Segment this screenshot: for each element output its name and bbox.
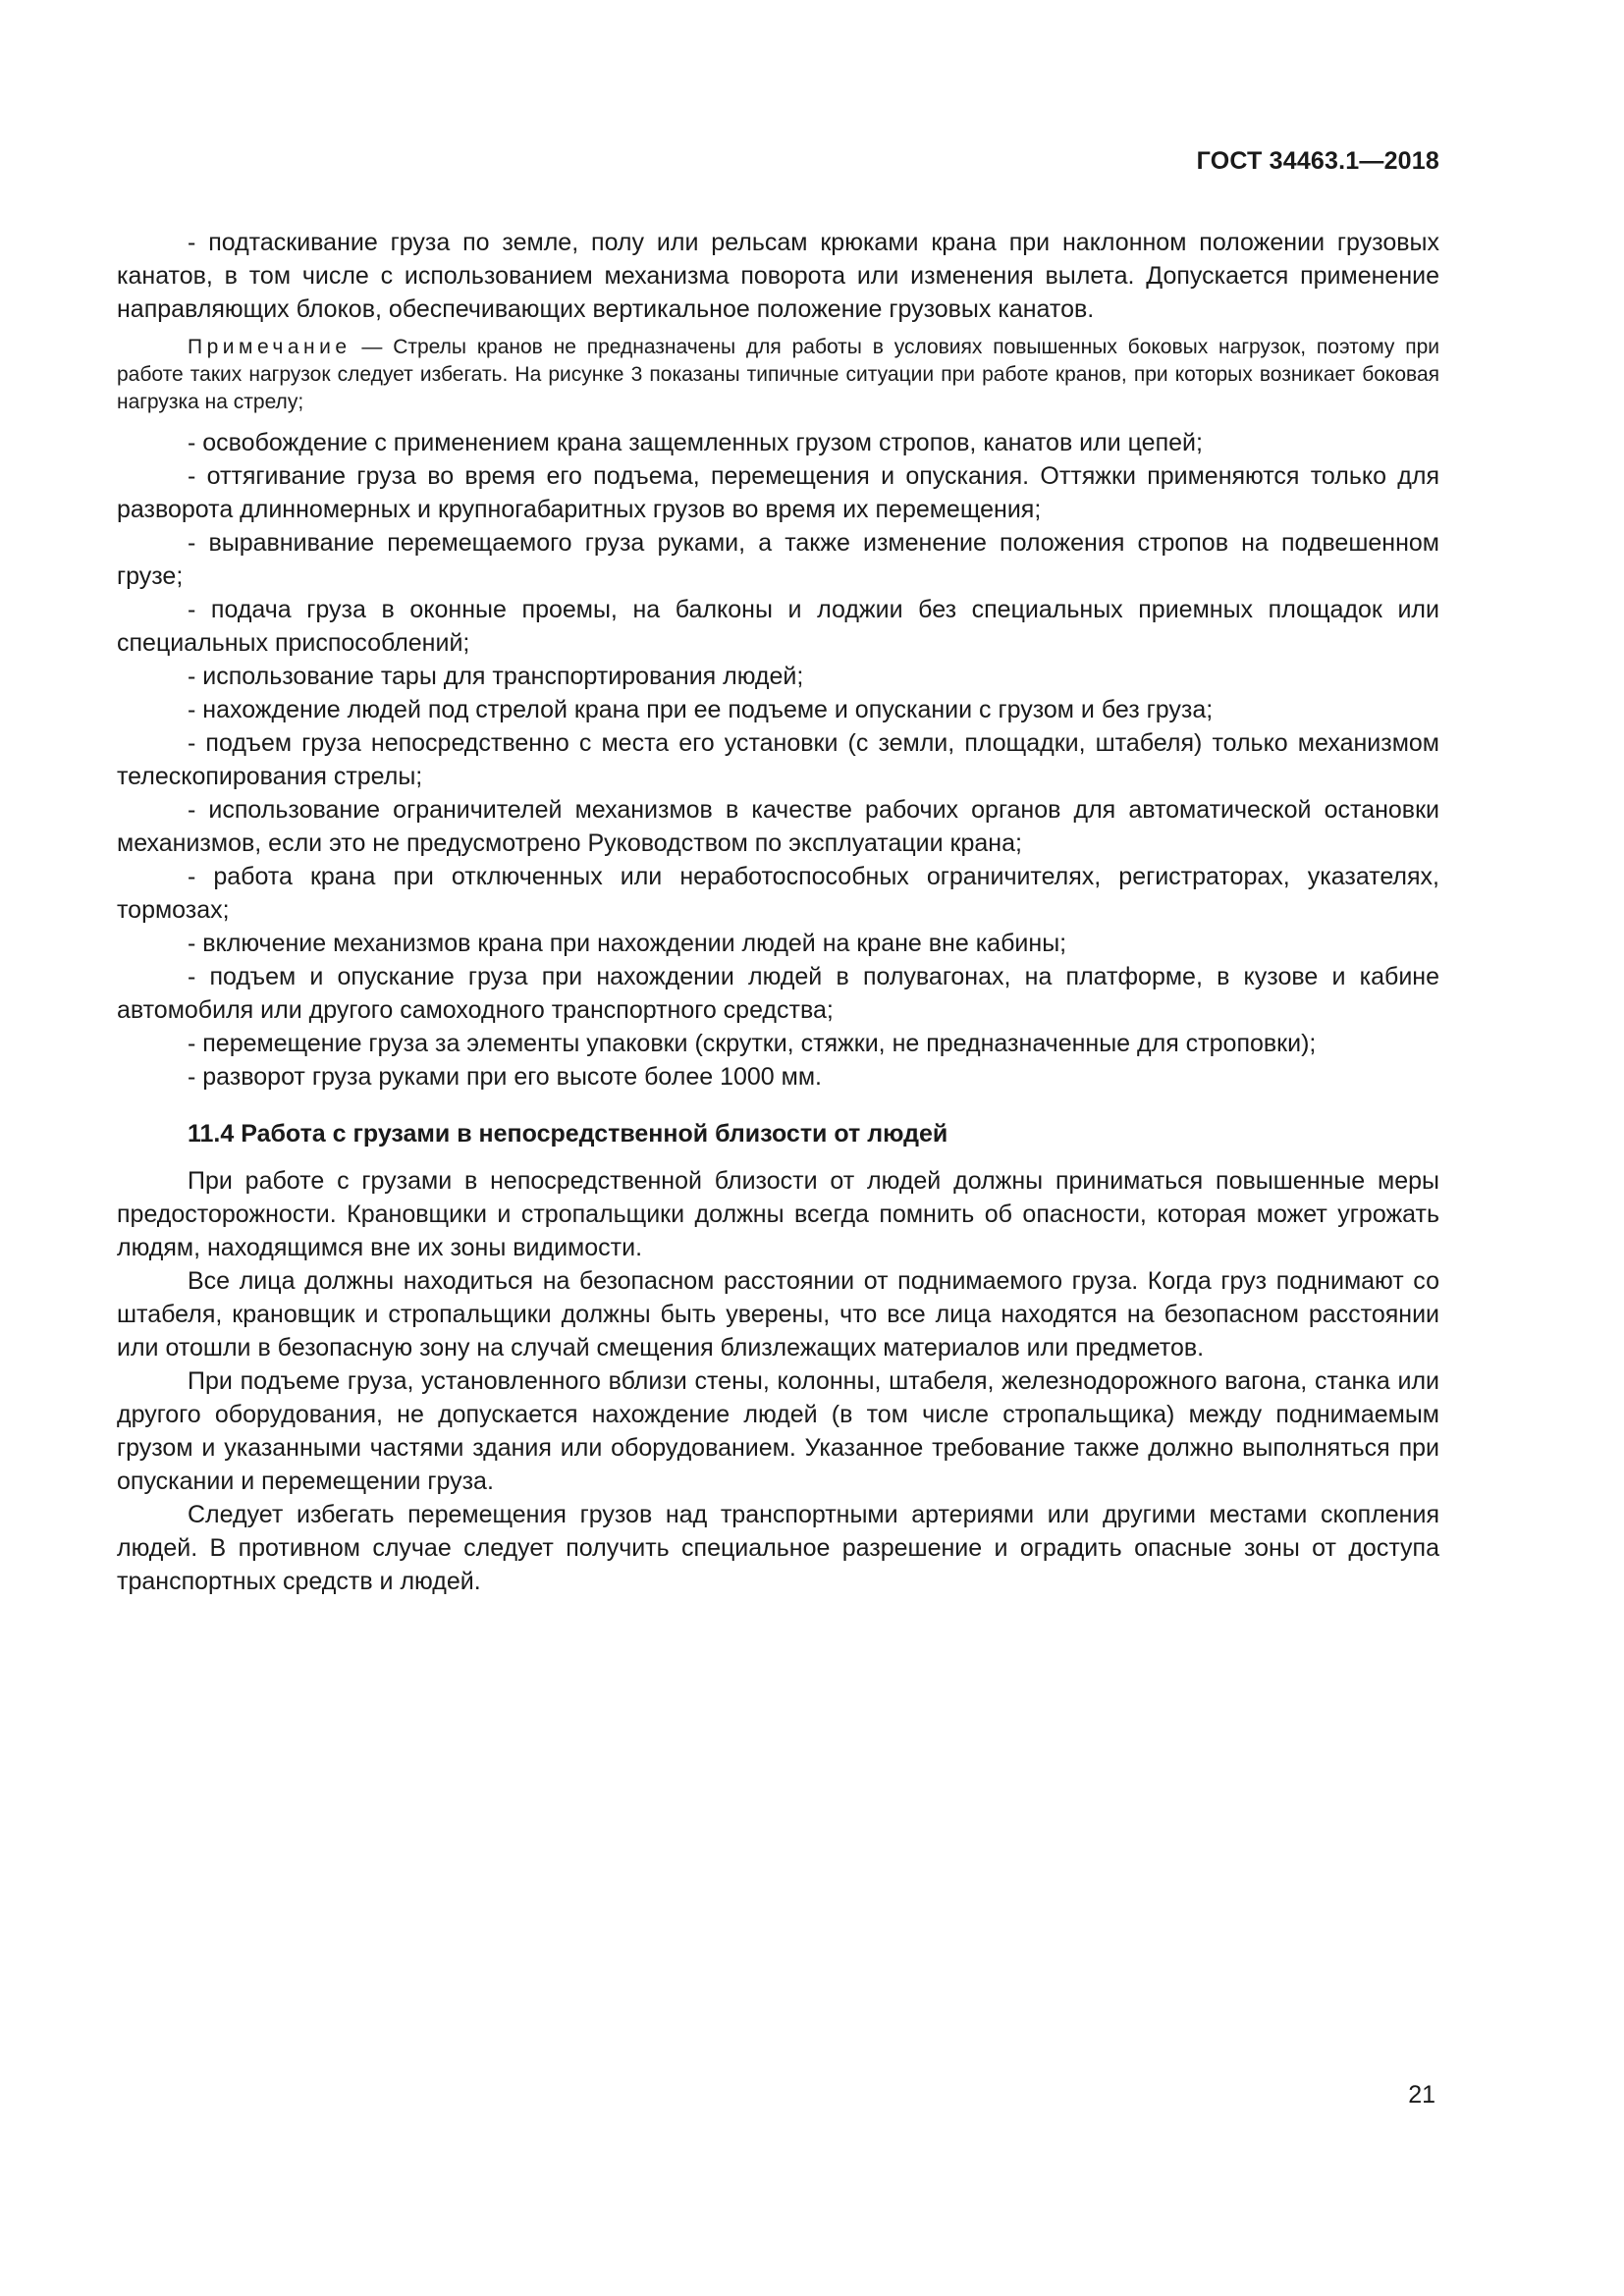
list-item: - подъем груза непосредственно с места его установки (с земли, площадки, штабеля) только механизмом телескопирования стрелы; — [117, 729, 1439, 790]
list-item: - выравнивание перемещаемого груза руками, а также изменение положения стропов на подвешенном грузе; — [117, 529, 1439, 590]
section-paragraph: Следует избегать перемещения грузов над транспортными артериями или другими местами скопления людей. В противном случае следует получить специальное разрешение и оградить опасные зоны от доступа транспортных средств и людей. — [117, 1501, 1439, 1595]
list-item: - оттягивание груза во время его подъема, перемещения и опускания. Оттяжки применяются только для разворота длинномерных и крупногабаритных грузов во время их перемещения; — [117, 462, 1439, 523]
note-paragraph — [117, 334, 1439, 416]
list-item: - подача груза в оконные проемы, на балконы и лоджии без специальных приемных площадок или специальных приспособлений; — [117, 596, 1439, 657]
section-paragraph: При подъеме груза, установленного вблизи стены, колонны, штабеля, железнодорожного вагона, станка или другого оборудования, не допускается нахождение людей (в том числе стропальщика) между поднимаемым грузом и указанными частями здания или оборудованием. Указанное требование также должно выполняться при опускании и перемещении груза. — [117, 1367, 1439, 1495]
section-paragraph: При работе с грузами в непосредственной близости от людей должны приниматься повышенные меры предосторожности. Крановщики и стропальщики должны всегда помнить об опасности, которая может угрожать людям, находящимся вне их зоны видимости. — [117, 1167, 1439, 1261]
page-number: 21 — [1408, 2081, 1435, 2109]
list-item: - подъем и опускание груза при нахождении людей в полувагонах, на платформе, в кузове и кабине автомобиля или другого самоходного транспортного средства; — [117, 963, 1439, 1024]
list-item: - использование ограничителей механизмов в качестве рабочих органов для автоматической остановки механизмов, если это не предусмотрено Руководством по эксплуатации крана; — [117, 796, 1439, 857]
list-item: - работа крана при отключенных или неработоспособных ограничителях, регистраторах, указателях, тормозах; — [117, 863, 1439, 924]
list-item: - использование тары для транспортирования людей; — [188, 663, 804, 690]
section-paragraph: Все лица должны находиться на безопасном расстоянии от поднимаемого груза. Когда груз поднимают со штабеля, крановщик и стропальщики должны быть уверены, что все лица находятся на безопасном расстоянии или отошли в безопасную зону на случай смещения близлежащих материалов или предметов. — [117, 1267, 1439, 1362]
note-label: Примечание — [188, 336, 352, 358]
document-code-header: ГОСТ 34463.1—2018 — [1196, 147, 1439, 175]
section-heading: 11.4 Работа с грузами в непосредственной близости от людей — [188, 1120, 948, 1148]
note-text: — Стрелы кранов не предназначены для работы в условиях повышенных боковых нагрузок, поэтому при работе таких нагрузок следует избегать. На рисунке 3 показаны типичные ситуации при работе кранов, при которых возникает боковая нагрузка на стрелу; — [117, 336, 1439, 413]
list-item: - нахождение людей под стрелой крана при ее подъеме и опускании с грузом и без груза; — [188, 696, 1214, 723]
list-item: - освобождение с применением крана защемленных грузом стропов, канатов или цепей; — [188, 429, 1203, 456]
list-item: - перемещение груза за элементы упаковки (скрутки, стяжки, не предназначенные для строповки); — [188, 1030, 1317, 1057]
list-item: - включение механизмов крана при нахождении людей на кране вне кабины; — [188, 930, 1067, 957]
list-item: - разворот груза руками при его высоте более 1000 мм. — [188, 1063, 822, 1091]
list-item: - подтаскивание груза по земле, полу или рельсам крюками крана при наклонном положении грузовых канатов, в том числе с использованием механизма поворота или изменения вылета. Допускается применение направляющих блоков, обеспечивающих вертикальное положение грузовых канатов. — [117, 229, 1439, 323]
page-content — [117, 226, 1439, 1598]
